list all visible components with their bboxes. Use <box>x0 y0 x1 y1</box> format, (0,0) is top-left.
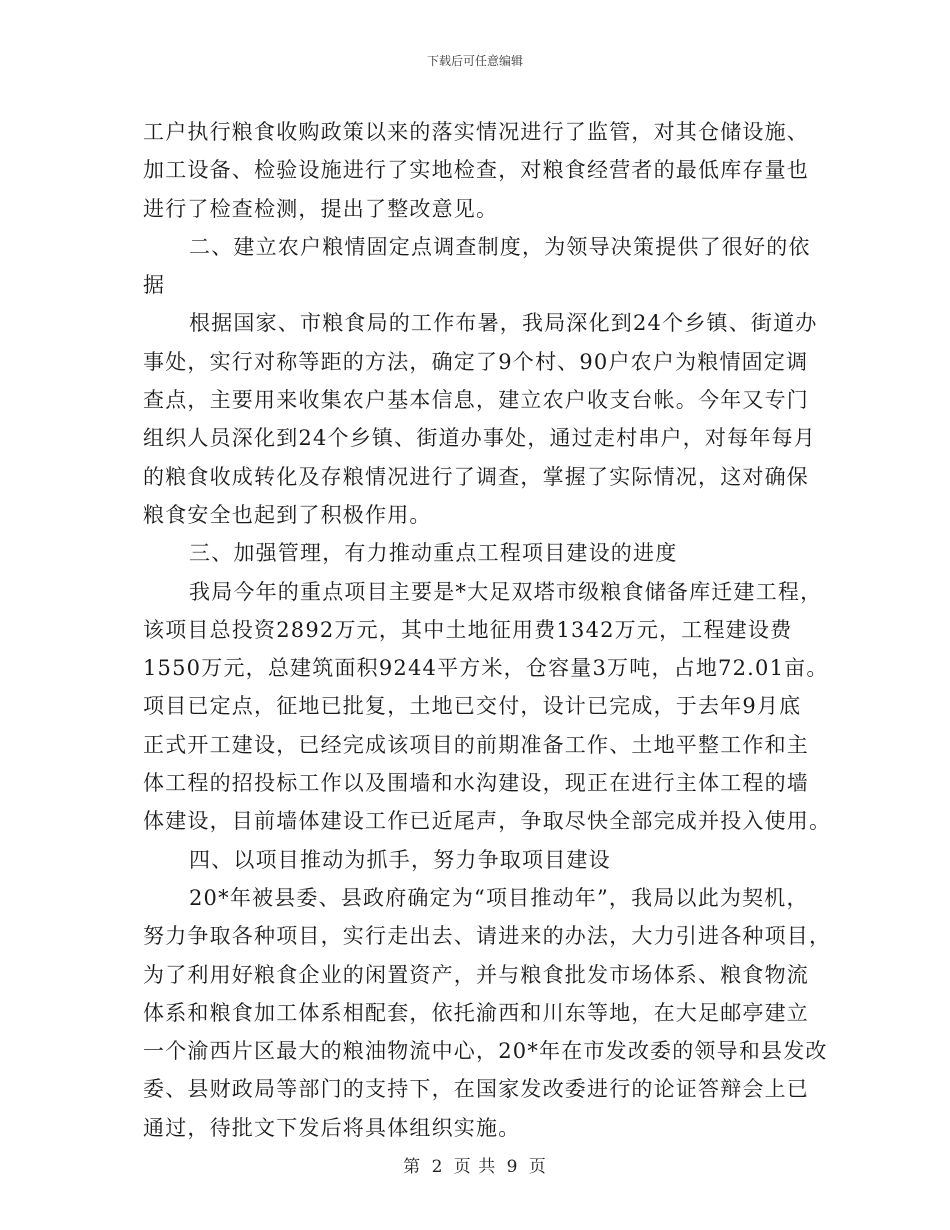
document-body <box>143 113 832 1147</box>
body-line: 粮食安全也起到了积极作用。 <box>143 502 432 527</box>
current-page-number: 2 <box>431 1157 444 1177</box>
body-line: 一个渝西片区最大的粮油物流中心，20*年在市发改委的领导和县发改 <box>143 1039 828 1064</box>
body-line: 体工程的招投标工作以及围墙和水沟建设，现正在进行主体工程的墙 <box>143 771 809 796</box>
body-line: 体建设，目前墙体建设工作已近尾声，争取尽快全部完成并投入使用。 <box>143 809 832 834</box>
body-line: 进行了检查检测，提出了整改意见。 <box>143 196 499 221</box>
body-line: 事处，实行对称等距的方法，确定了9个村、90户农户为粮情固定调 <box>143 349 809 374</box>
body-line: 根据国家、市粮食局的工作布暑，我局深化到24个乡镇、街道办 <box>189 311 818 336</box>
body-line: 的粮食收成转化及存粮情况进行了调查，掌握了实际情况，这对确保 <box>143 464 809 489</box>
body-line: 努力争取各种项目，实行走出去、请进来的办法，大力引进各种项目， <box>143 924 832 949</box>
body-line: 20*年被县委、县政府确定为“项目推动年”，我局以此为契机， <box>189 885 809 910</box>
body-line: 委、县财政局等部门的支持下，在国家发改委进行的论证答辩会上已 <box>143 1077 809 1102</box>
page-footer <box>0 1152 950 1177</box>
section-heading-4: 四、以项目推动为抓手，努力争取项目建设 <box>189 847 611 872</box>
body-line: 组织人员深化到24个乡镇、街道办事处，通过走村串户，对每年每月 <box>143 426 816 451</box>
body-line: 我局今年的重点项目主要是*大足双塔市级粮食储备库迁建工程， <box>189 579 823 604</box>
body-line: 工户执行粮食收购政策以来的落实情况进行了监管，对其仓储设施、 <box>143 120 809 144</box>
body-line: 通过，待批文下发后将具体组织实施。 <box>143 1115 521 1140</box>
section-heading-3: 三、加强管理，有力推动重点工程项目建设的进度 <box>189 541 678 566</box>
section-heading-2: 二、建立农户粮情固定点调查制度，为领导决策提供了很好的依 <box>189 234 811 259</box>
body-line: 为了利用好粮食企业的闲置资产，并与粮食批发市场体系、粮食物流 <box>143 962 809 987</box>
body-line: 该项目总投资2892万元，其中土地征用费1342万元，工程建设费 <box>143 617 793 642</box>
footer-suffix: 页 <box>528 1157 547 1177</box>
body-line: 正式开工建设，已经完成该项目的前期准备工作、土地平整工作和主 <box>143 732 809 757</box>
body-line: 体系和粮食加工体系相配套，依托渝西和川东等地，在大足邮亭建立 <box>143 1000 809 1025</box>
body-line: 据 <box>143 273 166 298</box>
body-line: 加工设备、检验设施进行了实地检查，对粮食经营者的最低库存量也 <box>143 158 809 183</box>
body-line: 1550万元，总建筑面积9244平方米，仓容量3万吨，占地72.01亩。 <box>143 656 829 681</box>
total-pages-number: 9 <box>506 1157 519 1177</box>
body-line: 查点，主要用来收集农户基本信息，建立农户收支台帐。今年又专门 <box>143 388 809 413</box>
body-line: 项目已定点，征地已批复，土地已交付，设计已完成，于去年9月底 <box>143 694 802 719</box>
footer-middle: 页 共 <box>453 1157 497 1177</box>
page-header: 下载后可任意编辑 <box>426 54 523 68</box>
footer-prefix: 第 <box>403 1157 422 1177</box>
